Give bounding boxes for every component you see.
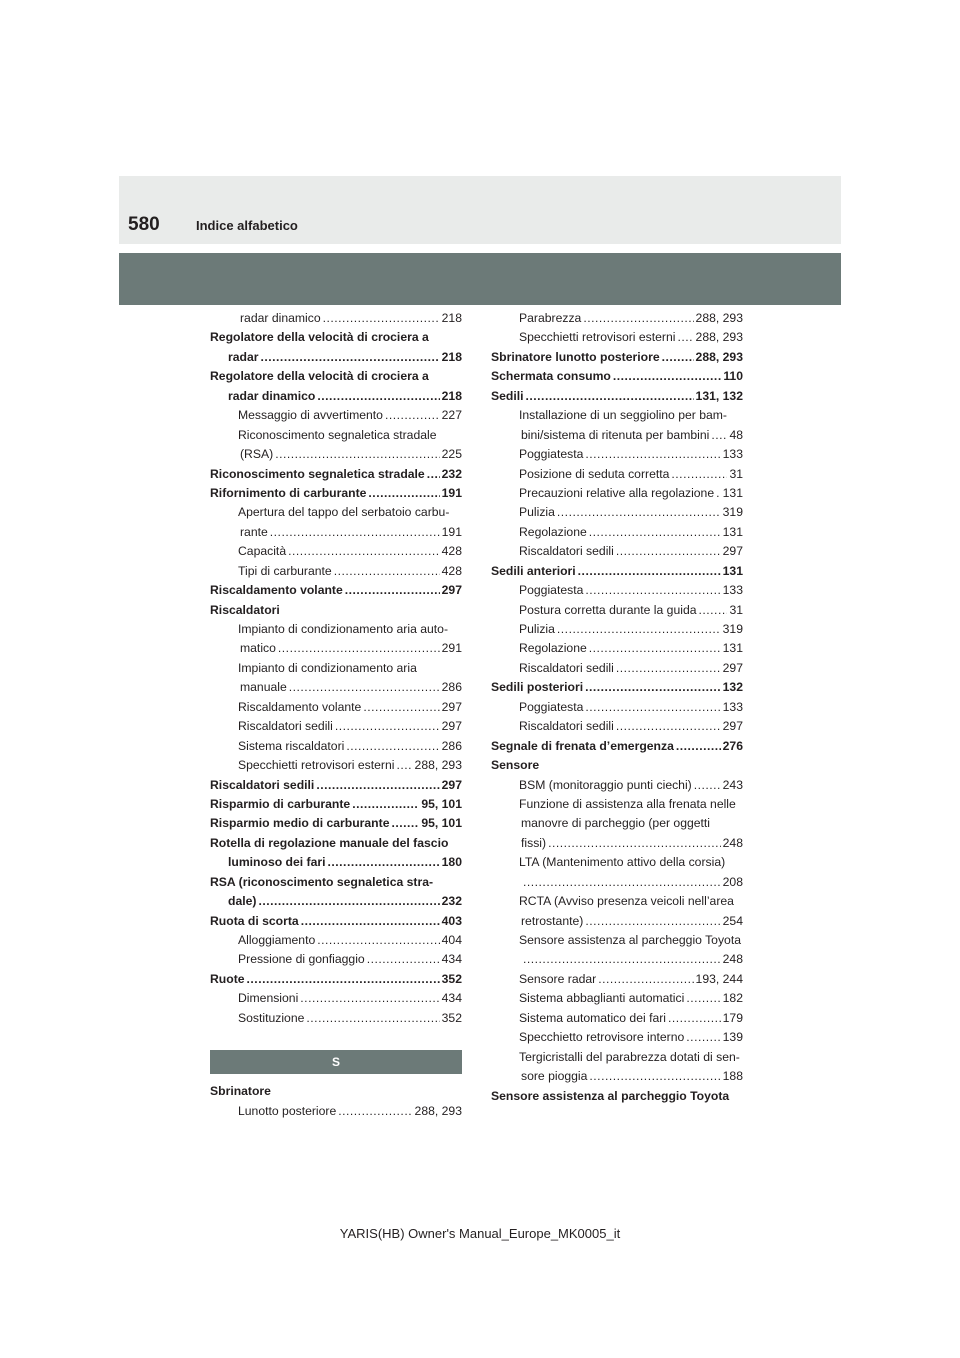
letter-band-s: S xyxy=(210,1050,462,1074)
entry-term: Sensore assistenza al parcheggio Toyota xyxy=(491,1088,730,1103)
index-entry xyxy=(491,542,743,561)
entry-page-ref: 131, 132 xyxy=(695,388,743,403)
dot-leader xyxy=(686,1028,720,1047)
entry-term: Pressione di gonfiaggio xyxy=(238,952,365,967)
entry-page-ref: 428 xyxy=(441,563,462,578)
entry-page-ref: 133 xyxy=(722,447,743,462)
dot-leader xyxy=(338,1102,412,1121)
entry-page-ref: 288, 293 xyxy=(695,311,743,325)
dot-leader xyxy=(583,309,693,328)
index-entry xyxy=(491,503,743,522)
index-entry xyxy=(491,795,743,814)
entry-page-ref: 139 xyxy=(722,1030,743,1045)
entry-term: Sistema automatico dei fari xyxy=(519,1010,666,1025)
index-entry xyxy=(210,426,462,445)
index-entry xyxy=(210,1102,462,1121)
dot-leader xyxy=(585,581,720,600)
entry-term: Apertura del tappo del serbatoio carbu- xyxy=(238,505,450,520)
entry-page-ref: 428 xyxy=(441,544,462,559)
dot-leader xyxy=(289,678,440,697)
entry-term: Riscaldatori sedili xyxy=(519,660,614,675)
entry-page-ref: 180 xyxy=(441,855,462,870)
dot-leader xyxy=(585,698,720,717)
index-entry xyxy=(210,484,462,503)
entry-term: Sensore xyxy=(491,758,540,773)
dot-leader xyxy=(585,445,720,464)
entry-page-ref: 288, 293 xyxy=(414,758,462,773)
entry-page-ref: 133 xyxy=(722,699,743,714)
entry-term: Sedili xyxy=(491,388,524,403)
dot-leader xyxy=(258,892,439,911)
entry-page-ref: 232 xyxy=(441,466,462,481)
entry-page-ref: 297 xyxy=(441,777,462,792)
dot-leader xyxy=(335,717,440,736)
entry-page-ref: 132 xyxy=(722,680,743,695)
index-entry xyxy=(491,659,743,678)
entry-term: Alloggiamento xyxy=(238,933,316,947)
index-entry xyxy=(210,1009,462,1028)
entry-term: Risparmio medio di carburante xyxy=(210,816,390,831)
dot-leader xyxy=(345,581,440,600)
index-entry xyxy=(210,717,462,736)
entry-term: Regolatore della velocità di crociera a xyxy=(210,330,429,345)
index-entry xyxy=(210,970,462,989)
entry-page-ref: 254 xyxy=(722,913,743,928)
entry-term: Riconoscimento segnaletica stradale xyxy=(238,427,437,442)
entry-page-ref: 434 xyxy=(441,991,462,1006)
index-entry xyxy=(210,503,462,522)
left-entries-after xyxy=(210,1082,462,1121)
dot-leader xyxy=(598,970,693,989)
entry-term: Lunotto posteriore xyxy=(238,1103,337,1118)
index-entry xyxy=(210,659,462,678)
entry-page-ref: 218 xyxy=(441,311,462,325)
entry-term: Sensore assistenza al parcheggio Toyota xyxy=(519,933,741,947)
entry-term: Dimensioni xyxy=(238,991,299,1006)
entry-term: Regolazione xyxy=(519,524,587,539)
footer-manual-id: YARIS(HB) Owner's Manual_Europe_MK0005_it xyxy=(339,1226,621,1241)
entry-term: Posizione di seduta corretta xyxy=(519,466,670,481)
dot-leader xyxy=(578,562,721,581)
dot-leader xyxy=(396,756,412,775)
entry-page-ref: 319 xyxy=(722,622,743,636)
entry-page-ref: 297 xyxy=(441,699,462,714)
entry-page-ref: 248 xyxy=(722,952,743,967)
dot-leader xyxy=(585,912,720,931)
index-entry xyxy=(210,678,462,697)
dot-leader xyxy=(368,484,439,503)
entry-term: Ruota di scorta xyxy=(210,913,299,928)
entry-page-ref: 288, 293 xyxy=(414,1103,462,1118)
entry-page-ref: 31 xyxy=(729,466,743,481)
dot-leader xyxy=(585,678,721,697)
index-entry xyxy=(491,756,743,775)
dot-leader xyxy=(288,542,440,561)
index-entry xyxy=(491,776,743,795)
entry-term: Riscaldatori sedili xyxy=(238,719,333,734)
index-entry xyxy=(210,562,462,581)
index-entry xyxy=(491,348,743,367)
entry-term: Pulizia xyxy=(519,622,555,636)
index-entry xyxy=(210,853,462,872)
index-entry xyxy=(210,542,462,561)
entry-term: Sistema riscaldatori xyxy=(238,738,345,753)
entry-term: manovre di parcheggio (per oggetti xyxy=(521,816,711,831)
dot-leader xyxy=(589,523,721,542)
index-entry xyxy=(210,639,462,658)
entry-term: dale) xyxy=(228,894,257,909)
entry-term: bini/sistema di ritenuta per bambini xyxy=(521,427,710,442)
right-entries xyxy=(491,309,743,1106)
entry-page-ref: 352 xyxy=(441,1010,462,1025)
entry-page-ref: 131 xyxy=(722,485,743,500)
dot-leader xyxy=(391,814,419,833)
entry-term: Parabrezza xyxy=(519,311,582,325)
entry-page-ref: 191 xyxy=(441,485,462,500)
entry-term: Impianto di condizionamento aria auto- xyxy=(238,622,449,636)
index-entry xyxy=(491,1067,743,1086)
index-entry xyxy=(210,348,462,367)
dot-leader xyxy=(699,601,728,620)
index-entry xyxy=(210,912,462,931)
index-entry xyxy=(491,309,743,328)
entry-term: Installazione di un seggiolino per bam- xyxy=(519,408,727,423)
section-title: Indice alfabetico xyxy=(196,218,298,233)
index-entry xyxy=(491,523,743,542)
index-entry xyxy=(491,484,743,503)
dot-leader xyxy=(363,698,439,717)
entry-page-ref: 297 xyxy=(441,583,462,598)
entry-term: Impianto di condizionamento aria xyxy=(238,660,417,675)
entry-term: rante xyxy=(240,524,268,539)
entry-page-ref: 31 xyxy=(729,602,743,617)
dot-leader xyxy=(686,989,720,1008)
index-entry xyxy=(210,328,462,347)
index-entry xyxy=(210,620,462,639)
entry-term: radar dinamico xyxy=(240,311,321,325)
header-dark-band xyxy=(119,253,841,305)
dot-leader xyxy=(523,950,721,969)
entry-page-ref: 131 xyxy=(722,641,743,656)
dot-leader xyxy=(662,348,694,367)
index-entry xyxy=(491,737,743,756)
dot-leader xyxy=(317,387,439,406)
entry-term: Sbrinatore lunotto posteriore xyxy=(491,349,660,364)
entry-term: Poggiatesta xyxy=(519,583,584,598)
dot-leader xyxy=(316,776,439,795)
dot-leader xyxy=(711,426,727,445)
entry-term: LTA (Mantenimento attivo della corsia) xyxy=(519,855,726,870)
entry-page-ref: 188 xyxy=(722,1069,743,1084)
entry-term: Riscaldamento volante xyxy=(238,699,362,714)
index-entry xyxy=(210,698,462,717)
entry-term: Sensore radar xyxy=(519,971,597,986)
index-entry xyxy=(491,834,743,853)
entry-page-ref: 232 xyxy=(441,894,462,909)
index-entry xyxy=(210,367,462,386)
entry-term: Riscaldatori xyxy=(210,602,280,617)
entry-term: manuale xyxy=(240,680,287,695)
index-entry xyxy=(210,1082,462,1101)
dot-leader xyxy=(589,1067,720,1086)
entry-term: luminoso dei fari xyxy=(228,855,326,870)
index-entry xyxy=(210,465,462,484)
dot-leader xyxy=(557,620,721,639)
index-entry xyxy=(491,445,743,464)
entry-page-ref: 248 xyxy=(722,835,743,850)
index-entry xyxy=(210,309,462,328)
entry-term: Tipi di carburante xyxy=(238,563,332,578)
index-entry xyxy=(210,737,462,756)
index-entry xyxy=(491,581,743,600)
entry-page-ref: 319 xyxy=(722,505,743,520)
entry-page-ref: 297 xyxy=(722,719,743,734)
index-entry xyxy=(210,989,462,1008)
entry-term: fissi) xyxy=(521,835,547,850)
entry-term: Riscaldatori sedili xyxy=(210,777,315,792)
dot-leader xyxy=(671,465,727,484)
index-entry xyxy=(491,989,743,1008)
entry-term: Funzione di assistenza alla frenata nelle xyxy=(519,796,736,811)
entry-term: Ruote xyxy=(210,971,245,986)
dot-leader xyxy=(334,562,440,581)
dot-leader xyxy=(300,989,439,1008)
entry-term: Poggiatesta xyxy=(519,447,584,462)
dot-leader xyxy=(694,776,721,795)
index-entry xyxy=(210,950,462,969)
index-entry xyxy=(210,387,462,406)
dot-leader xyxy=(261,348,440,367)
entry-term: Sbrinatore xyxy=(210,1084,271,1099)
index-entry xyxy=(210,601,462,620)
entry-term: Riconoscimento segnaletica stradale xyxy=(210,466,425,481)
entry-term: radar dinamico xyxy=(228,388,316,403)
dot-leader xyxy=(323,309,440,328)
entry-term: Sedili posteriori xyxy=(491,680,584,695)
entry-page-ref: 352 xyxy=(441,971,462,986)
entry-term: Specchietti retrovisori esterni xyxy=(519,330,676,345)
dot-leader xyxy=(306,1009,439,1028)
entry-term: Rifornimento di carburante xyxy=(210,485,367,500)
entry-page-ref: 218 xyxy=(441,349,462,364)
entry-page-ref: 110 xyxy=(723,369,743,384)
index-entry xyxy=(210,756,462,775)
entry-page-ref: 297 xyxy=(722,544,743,559)
index-entry xyxy=(491,717,743,736)
index-entry xyxy=(491,678,743,697)
index-entry xyxy=(491,698,743,717)
dot-leader xyxy=(247,970,440,989)
index-entry xyxy=(210,523,462,542)
entry-page-ref: 225 xyxy=(441,447,462,462)
entry-term: retrostante) xyxy=(521,913,584,928)
dot-leader xyxy=(367,950,440,969)
dot-leader xyxy=(616,659,721,678)
entry-page-ref: 286 xyxy=(441,738,462,753)
index-entry xyxy=(210,873,462,892)
entry-page-ref: 218 xyxy=(441,388,462,403)
entry-page-ref: 227 xyxy=(441,408,462,423)
index-entry xyxy=(210,795,462,814)
entry-term: sore pioggia xyxy=(521,1069,588,1084)
entry-term: Sistema abbaglianti automatici xyxy=(519,991,685,1006)
entry-term: Postura corretta durante la guida xyxy=(519,602,697,617)
entry-term: Regolazione xyxy=(519,641,587,656)
entry-page-ref: 191 xyxy=(441,524,462,539)
index-entry xyxy=(491,853,743,872)
entry-term: Sostituzione xyxy=(238,1010,305,1025)
entry-page-ref: 288, 293 xyxy=(695,330,743,345)
index-entry xyxy=(210,445,462,464)
entry-page-ref: 297 xyxy=(722,660,743,675)
entry-term: Tergicristalli del parabrezza dotati di sen- xyxy=(519,1049,740,1064)
entry-page-ref: 297 xyxy=(441,719,462,734)
index-entry xyxy=(491,406,743,425)
dot-leader xyxy=(278,639,440,658)
entry-page-ref: 243 xyxy=(722,777,743,792)
entry-page-ref: 48 xyxy=(729,427,743,442)
index-entry xyxy=(210,834,462,853)
index-entry xyxy=(491,562,743,581)
entry-term: Sedili anteriori xyxy=(491,563,576,578)
index-entry xyxy=(491,1028,743,1047)
entry-page-ref: 131 xyxy=(722,563,743,578)
index-entry xyxy=(491,873,743,892)
index-entry xyxy=(491,1009,743,1028)
index-entry xyxy=(491,931,743,950)
dot-leader xyxy=(589,639,721,658)
entry-page-ref: 291 xyxy=(441,641,462,656)
index-column-left xyxy=(210,309,462,1121)
index-entry xyxy=(491,620,743,639)
entry-term: Capacità xyxy=(238,544,287,559)
entry-page-ref: 276 xyxy=(722,738,743,753)
entry-term: Riscaldatori sedili xyxy=(519,719,614,734)
index-entry xyxy=(210,814,462,833)
dot-leader xyxy=(275,445,439,464)
index-entry xyxy=(491,912,743,931)
entry-page-ref: 208 xyxy=(722,874,743,889)
entry-page-ref: 193, 244 xyxy=(695,971,743,986)
dot-leader xyxy=(668,1009,721,1028)
index-entry xyxy=(491,950,743,969)
dot-leader xyxy=(677,328,693,347)
index-entry xyxy=(210,406,462,425)
entry-term: Specchietto retrovisore interno xyxy=(519,1030,685,1045)
dot-leader xyxy=(270,523,440,542)
index-entry xyxy=(491,601,743,620)
entry-term: Schermata consumo xyxy=(491,369,611,384)
entry-term: RSA (riconoscimento segnaletica stra- xyxy=(210,874,434,889)
index-entry xyxy=(491,1087,743,1106)
left-entries xyxy=(210,309,462,1028)
entry-term: Regolatore della velocità di crociera a xyxy=(210,369,429,384)
entry-term: BSM (monitoraggio punti ciechi) xyxy=(519,777,692,792)
entry-page-ref: 288, 293 xyxy=(695,349,743,364)
entry-term: RCTA (Avviso presenza veicoli nell’area xyxy=(519,894,734,909)
index-entry xyxy=(491,970,743,989)
dot-leader xyxy=(548,834,721,853)
dot-leader xyxy=(301,912,440,931)
dot-leader xyxy=(523,873,721,892)
entry-term: Precauzioni relative alla regolazione xyxy=(519,485,715,500)
dot-leader xyxy=(526,387,694,406)
page-number: 580 xyxy=(128,214,160,235)
entry-term: Riscaldatori sedili xyxy=(519,544,614,559)
index-entry xyxy=(210,581,462,600)
dot-leader xyxy=(676,737,721,756)
entry-term: Riscaldamento volante xyxy=(210,583,343,598)
entry-page-ref: 95, 101 xyxy=(421,796,462,811)
entry-term: Pulizia xyxy=(519,505,555,520)
dot-leader xyxy=(385,406,440,425)
entry-term: Specchietti retrovisori esterni xyxy=(238,758,395,773)
index-entry xyxy=(491,465,743,484)
index-entry xyxy=(491,892,743,911)
dot-leader xyxy=(616,542,721,561)
dot-leader xyxy=(328,853,440,872)
entry-term: Messaggio di avvertimento xyxy=(238,408,383,423)
entry-page-ref: 133 xyxy=(722,583,743,598)
entry-page-ref: 403 xyxy=(441,913,462,928)
entry-page-ref: 179 xyxy=(722,1010,743,1025)
entry-page-ref: 182 xyxy=(722,991,743,1006)
index-column-right xyxy=(491,309,743,1106)
index-entry xyxy=(210,931,462,950)
dot-leader xyxy=(352,795,419,814)
entry-term: Segnale di frenata d’emergenza xyxy=(491,738,674,753)
index-entry xyxy=(491,1048,743,1067)
entry-term: radar xyxy=(228,349,259,364)
entry-page-ref: 286 xyxy=(441,680,462,695)
index-entry xyxy=(210,892,462,911)
header-band xyxy=(119,176,841,244)
index-entry xyxy=(491,387,743,406)
dot-leader xyxy=(557,503,721,522)
dot-leader xyxy=(613,367,721,386)
entry-page-ref: 434 xyxy=(441,952,462,967)
dot-leader xyxy=(427,465,440,484)
index-entry xyxy=(491,328,743,347)
entry-term: Poggiatesta xyxy=(519,699,584,714)
dot-leader xyxy=(616,717,721,736)
index-entry xyxy=(491,426,743,445)
entry-term: (RSA) xyxy=(240,447,274,462)
entry-page-ref: 404 xyxy=(441,933,462,947)
entry-term: Rotella di regolazione manuale del fascio xyxy=(210,835,449,850)
index-entry xyxy=(491,639,743,658)
entry-term: matico xyxy=(240,641,276,656)
index-entry xyxy=(491,367,743,386)
dot-leader xyxy=(716,484,721,503)
dot-leader xyxy=(317,931,439,950)
dot-leader xyxy=(346,737,439,756)
index-entry xyxy=(491,814,743,833)
entry-term: Risparmio di carburante xyxy=(210,796,351,811)
entry-page-ref: 95, 101 xyxy=(421,816,462,831)
entry-page-ref: 131 xyxy=(722,524,743,539)
index-entry xyxy=(210,776,462,795)
